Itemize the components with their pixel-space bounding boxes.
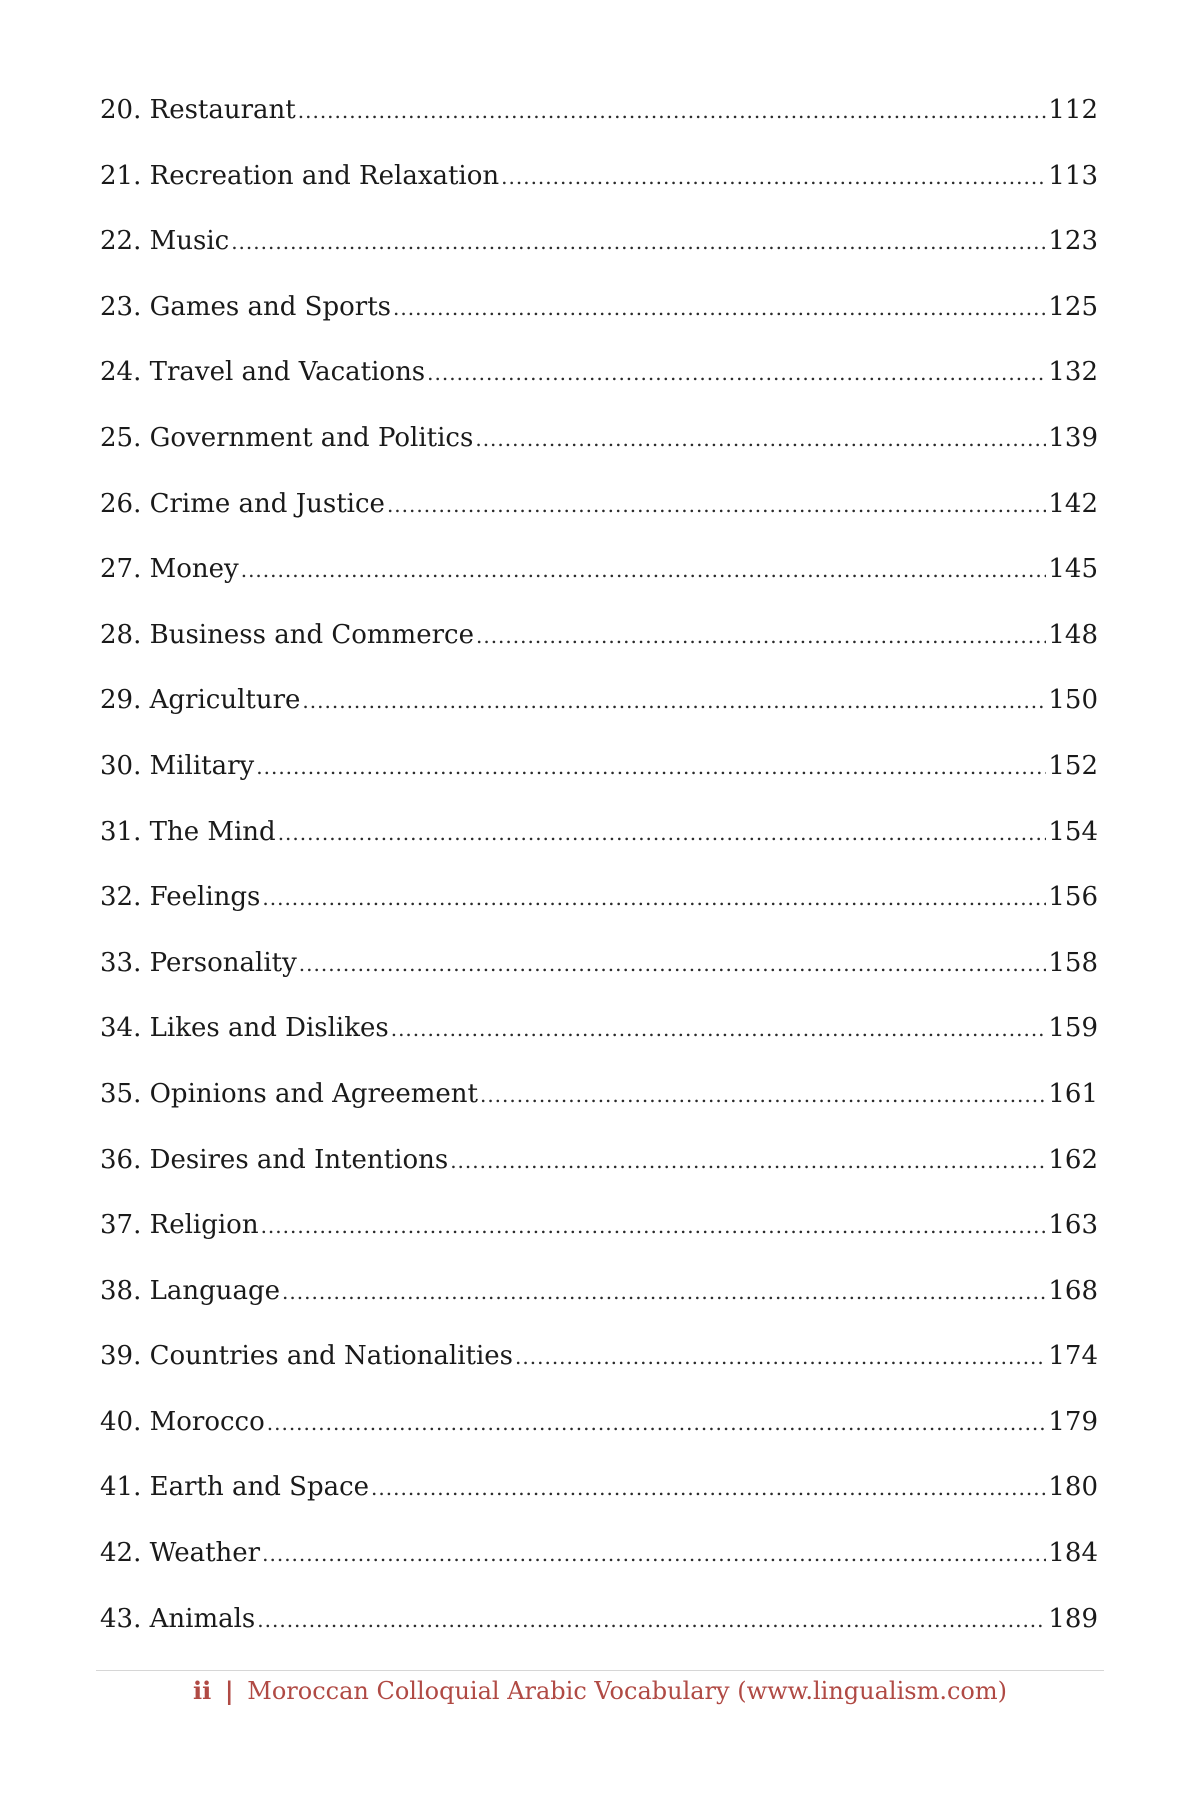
toc-entry[interactable]: [100, 1538, 1098, 1604]
toc-entry-page: 125: [1048, 291, 1098, 322]
toc-entry[interactable]: [100, 751, 1098, 817]
toc-entry[interactable]: [100, 685, 1098, 751]
toc-entry-title: 42. Weather: [100, 1538, 261, 1569]
toc-entry[interactable]: [100, 489, 1098, 555]
toc-entry-page: 148: [1048, 619, 1098, 650]
toc-entry-page: 145: [1048, 554, 1098, 585]
toc-entry-title: 27. Money: [100, 554, 239, 585]
toc-entry-page: 152: [1048, 750, 1098, 781]
toc-dot-leader: [298, 96, 1047, 126]
toc-entry[interactable]: [100, 1472, 1098, 1538]
toc-dot-leader: [476, 621, 1046, 651]
toc-dot-leader: [450, 1146, 1046, 1176]
toc-entry-page: 139: [1048, 422, 1098, 453]
toc-entry-title: 37. Religion: [100, 1210, 259, 1241]
toc-entry[interactable]: [100, 95, 1098, 161]
toc-entry-title: 39. Countries and Nationalities: [100, 1341, 514, 1372]
toc-entry-title: 23. Games and Sports: [100, 291, 392, 322]
toc-entry-title: 28. Business and Commerce: [100, 619, 474, 650]
toc-entry-page: 112: [1048, 95, 1098, 125]
toc-entry-title: 33. Personality: [100, 947, 297, 978]
table-of-contents: [100, 95, 1098, 1669]
toc-entry-page: 163: [1048, 1210, 1098, 1241]
toc-entry[interactable]: [100, 1407, 1098, 1473]
toc-entry-title: 31. The Mind: [100, 816, 276, 847]
toc-dot-leader: [267, 1408, 1047, 1438]
toc-entry-title: 25. Government and Politics: [100, 422, 474, 453]
toc-dot-leader: [262, 1539, 1046, 1569]
toc-dot-leader: [262, 883, 1046, 913]
toc-entry[interactable]: [100, 1604, 1098, 1670]
footer-book-title[interactable]: Moroccan Colloquial Arabic Vocabulary (www.lingualism.com): [247, 1677, 1007, 1705]
toc-entry-page: 132: [1048, 357, 1098, 388]
toc-dot-leader: [391, 1014, 1047, 1044]
toc-entry[interactable]: [100, 1276, 1098, 1342]
toc-entry-title: 26. Crime and Justice: [100, 488, 385, 519]
toc-dot-leader: [241, 555, 1047, 585]
toc-entry-title: 40. Morocco: [100, 1406, 265, 1437]
toc-entry[interactable]: [100, 1210, 1098, 1276]
toc-dot-leader: [387, 490, 1046, 520]
toc-entry[interactable]: [100, 226, 1098, 292]
toc-dot-leader: [256, 752, 1046, 782]
toc-dot-leader: [302, 686, 1046, 716]
toc-dot-leader: [257, 1605, 1046, 1635]
toc-entry-title: 29. Agriculture: [100, 685, 301, 716]
toc-entry-title: 20. Restaurant: [100, 95, 296, 125]
toc-entry[interactable]: [100, 1145, 1098, 1211]
toc-entry[interactable]: [100, 1079, 1098, 1145]
toc-entry-title: 32. Feelings: [100, 882, 261, 913]
toc-entry[interactable]: [100, 1341, 1098, 1407]
toc-entry-page: 154: [1048, 816, 1098, 847]
page-footer: [0, 1676, 1200, 1705]
toc-dot-leader: [278, 818, 1047, 848]
toc-entry[interactable]: [100, 620, 1098, 686]
toc-entry-title: 30. Military: [100, 750, 255, 781]
toc-entry[interactable]: [100, 161, 1098, 227]
toc-entry-title: 21. Recreation and Relaxation: [100, 160, 500, 191]
footer-separator: |: [224, 1676, 234, 1705]
toc-entry-title: 35. Opinions and Agreement: [100, 1078, 478, 1109]
toc-entry-page: 142: [1048, 488, 1098, 519]
toc-entry-title: 22. Music: [100, 226, 230, 257]
toc-entry-page: 113: [1048, 160, 1098, 191]
toc-dot-leader: [261, 1211, 1047, 1241]
toc-entry-page: 150: [1048, 685, 1098, 716]
footer-page-number: ii: [193, 1676, 212, 1705]
toc-dot-leader: [231, 227, 1046, 257]
toc-entry-page: 179: [1048, 1406, 1098, 1437]
toc-entry-page: 123: [1048, 226, 1098, 257]
toc-dot-leader: [299, 949, 1047, 979]
toc-dot-leader: [480, 1080, 1046, 1110]
toc-dot-leader: [371, 1473, 1046, 1503]
toc-entry-page: 174: [1048, 1341, 1098, 1372]
toc-dot-leader: [282, 1277, 1046, 1307]
toc-entry[interactable]: [100, 292, 1098, 358]
toc-entry-title: 36. Desires and Intentions: [100, 1144, 449, 1175]
toc-entry-page: 184: [1048, 1538, 1098, 1569]
toc-dot-leader: [427, 358, 1046, 388]
toc-entry[interactable]: [100, 882, 1098, 948]
toc-dot-leader: [515, 1342, 1046, 1372]
toc-entry[interactable]: [100, 357, 1098, 423]
footer-divider: [96, 1670, 1104, 1671]
toc-entry-page: 161: [1048, 1078, 1098, 1109]
toc-entry-title: 24. Travel and Vacations: [100, 357, 426, 388]
toc-dot-leader: [475, 424, 1046, 454]
toc-entry-title: 43. Animals: [100, 1603, 256, 1634]
toc-dot-leader: [393, 293, 1046, 323]
toc-entry[interactable]: [100, 554, 1098, 620]
toc-entry-title: 34. Likes and Dislikes: [100, 1013, 389, 1044]
toc-dot-leader: [501, 162, 1046, 192]
toc-entry-page: 180: [1048, 1472, 1098, 1503]
toc-entry[interactable]: [100, 423, 1098, 489]
toc-entry-title: 41. Earth and Space: [100, 1472, 370, 1503]
toc-entry[interactable]: [100, 1013, 1098, 1079]
toc-entry-page: 162: [1048, 1144, 1098, 1175]
toc-entry-page: 156: [1048, 882, 1098, 913]
toc-entry[interactable]: [100, 817, 1098, 883]
toc-entry-title: 38. Language: [100, 1275, 281, 1306]
toc-entry-page: 189: [1048, 1603, 1098, 1634]
toc-entry-page: 159: [1048, 1013, 1098, 1044]
toc-entry[interactable]: [100, 948, 1098, 1014]
toc-entry-page: 158: [1048, 947, 1098, 978]
toc-entry-page: 168: [1048, 1275, 1098, 1306]
